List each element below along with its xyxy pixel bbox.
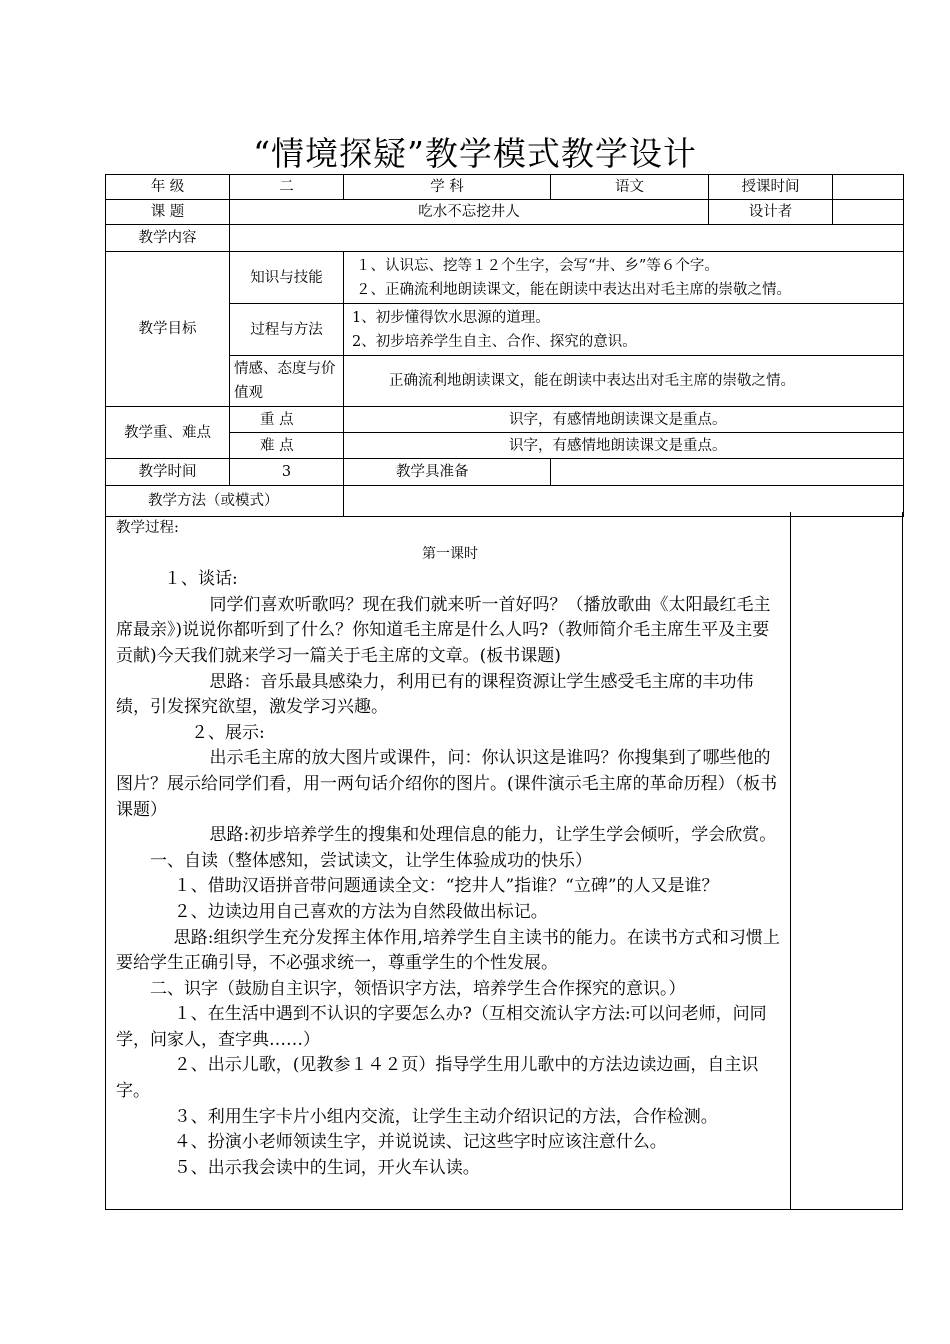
process-p10: 思路:组织学生充分发挥主体作用,培养学生自主读书的能力。在读书方式和习惯上要给学生正确引导，不必强求统一，尊重学生的个性发展。	[116, 927, 780, 974]
tools-value	[551, 459, 904, 486]
page-title: “情境探疑”教学模式教学设计	[253, 134, 697, 173]
key-point-row	[106, 407, 904, 433]
process-p7: 一、自读（整体感知，尝试读文，让学生体验成功的快乐）	[150, 850, 592, 871]
process-p14: ３、利用生字卡片小组内交流，让学生主动介绍识记的方法，合作检测。	[173, 1106, 718, 1127]
difficult-label: 难 点	[230, 433, 344, 459]
process-p13: ２、出示儿歌，(见教参１４２页）指导学生用儿歌中的方法边读边画，自主识字。	[116, 1055, 759, 1102]
subject-label: 学 科	[344, 175, 551, 200]
class-time-value	[833, 175, 904, 200]
class-time-label: 授课时间	[709, 175, 833, 200]
grade-value: 二	[230, 175, 344, 200]
content-label: 教学内容	[106, 225, 230, 252]
process-p6: 思路:初步培养学生的搜集和处理信息的能力，让学生学会倾听，学会欣赏。	[209, 825, 777, 846]
process-p16: ５、出示我会读中的生词，开火车认读。	[173, 1157, 480, 1178]
time-row	[106, 459, 904, 486]
process-side-divider	[790, 512, 791, 1209]
topic-label: 课 题	[106, 200, 230, 225]
grade-label: 年 级	[106, 175, 230, 200]
content-row	[106, 225, 904, 252]
process-p12: １、在生活中遇到不认识的字要怎么办?（互相交流认字方法:可以问老师，问同学，问家人，查字典……）	[116, 1004, 767, 1050]
process-line-2: 2、初步培养学生自主、合作、探究的意识。	[352, 333, 637, 350]
process-method-cell	[344, 304, 904, 356]
process-p9: ２、边读边用自己喜欢的方法为自然段做出标记。	[173, 901, 548, 922]
process-p8: １、借助汉语拼音带问题通读全文：“挖井人”指谁？“立碑”的人又是谁？	[173, 876, 719, 897]
process-p3: 思路：音乐最具感染力，利用已有的课程资源让学生感受毛主席的丰功伟绩，引发探究欲望，激发学习兴趣。	[116, 671, 754, 718]
goals-label: 教学目标	[106, 252, 230, 407]
topic-row	[106, 200, 904, 225]
emotion-label: 情感、态度与价值观	[230, 356, 344, 407]
designer-label: 设计者	[709, 200, 833, 225]
teaching-time-label: 教学时间	[106, 459, 230, 486]
content-value	[230, 225, 904, 252]
process-p1: １、谈话:	[164, 569, 238, 590]
knowledge-row	[106, 252, 904, 304]
tools-label: 教学具准备	[344, 459, 551, 486]
emotion-value: 正确流利地朗读课文，能在朗读中表达出对毛主席的崇敬之情。	[344, 356, 904, 407]
lesson-info-table	[105, 174, 904, 517]
key-value: 识字，有感情地朗读课文是重点。	[344, 407, 904, 433]
process-line-1: 1、初步懂得饮水思源的道理。	[352, 309, 550, 326]
teaching-process-body	[116, 516, 784, 1181]
process-p11: 二、识字（鼓励自主识字，领悟识字方法，培养学生合作探究的意识。）	[150, 978, 686, 999]
knowledge-line-2: ２、正确流利地朗读课文，能在朗读中表达出对毛主席的崇敬之情。	[356, 281, 791, 298]
process-p2: 同学们喜欢听歌吗？现在我们就来听一首好吗？（播放歌曲《太阳最红毛主席最亲》)说说你都听到了什么？你知道毛主席是什么人吗?（教师简介毛主席生平及主要贡献)今天我们就来学习一篇关于毛主席的文章。(板书课题)	[116, 594, 771, 666]
process-method-label: 过程与方法	[230, 304, 344, 356]
knowledge-line-1: １、认识忘、挖等１２个生字，会写“井、乡”等６个字。	[356, 257, 719, 274]
process-p15: ４、扮演小老师领读生字，并说说读、记这些字时应该注意什么。	[173, 1132, 667, 1153]
header-row	[106, 175, 904, 200]
teaching-time-value: 3	[230, 459, 344, 486]
subject-value: 语文	[551, 175, 709, 200]
key-points-label: 教学重、难点	[106, 407, 230, 459]
process-heading: 教学过程:	[116, 520, 179, 536]
key-label: 重 点	[230, 407, 344, 433]
difficult-value: 识字，有感情地朗读课文是重点。	[344, 433, 904, 459]
knowledge-cell	[344, 252, 904, 304]
teaching-process-box	[105, 512, 903, 1210]
process-p4: ２、展示:	[191, 722, 265, 743]
lesson-heading: 第一课时	[422, 545, 478, 562]
process-p5: 出示毛主席的放大图片或课件，问：你认识这是谁吗？你搜集到了哪些他的图片？展示给同学们看，用一两句话介绍你的图片。(课件演示毛主席的革命历程）（板书课题）	[116, 748, 778, 820]
topic-value: 吃水不忘挖井人	[230, 200, 709, 225]
method-label: 教学方法（或模式）	[106, 486, 344, 517]
knowledge-label: 知识与技能	[230, 252, 344, 304]
designer-value	[833, 200, 904, 225]
